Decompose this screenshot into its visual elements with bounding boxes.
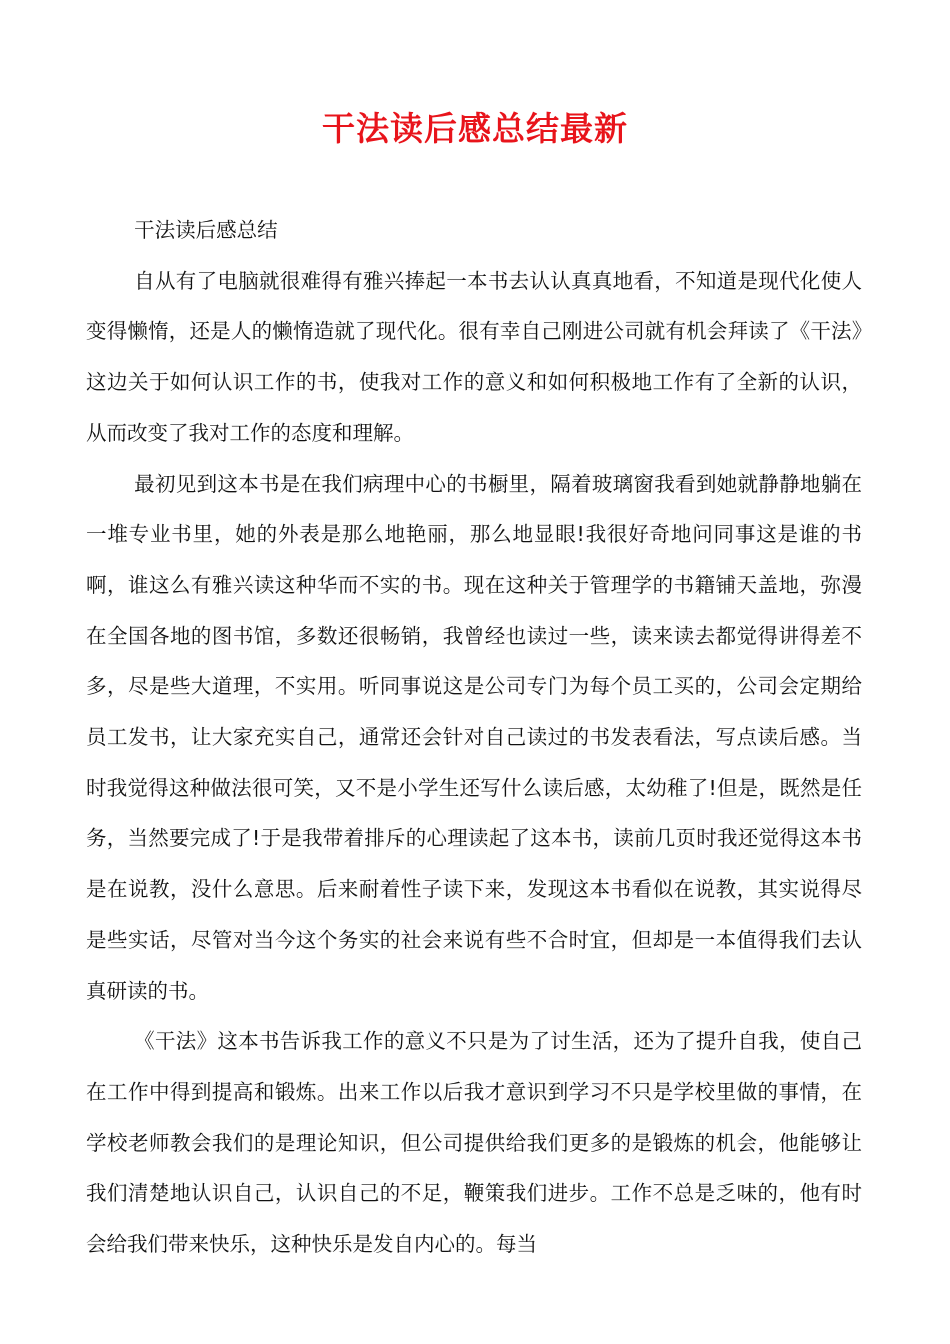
- document-title: 干法读后感总结最新: [322, 109, 628, 148]
- paragraph-2: 最初见到这本书是在我们病理中心的书橱里，隔着玻璃窗我看到她就静静地躺在一堆专业书里，她的外表是那么地艳丽，那么地显眼!我很好奇地问同事这是谁的书啊，谁这么有雅兴读这种华而不实的书。现在这种关于管理学的书籍铺天盖地，弥漫在全国各地的图书馆，多数还很畅销，我曾经也读过一些，读来读去都觉得讲得差不多，尽是些大道理，不实用。听同事说这是公司专门为每个员工买的，公司会定期给员工发书，让大家充实自己，通常还会针对自己读过的书发表看法，写点读后感。当时我觉得这种做法很可笑，又不是小学生还写什么读后感，太幼稚了!但是，既然是任务，当然要完成了!于是我带着排斥的心理读起了这本书，读前几页时我还觉得这本书是在说教，没什么意思。后来耐着性子读下来，发现这本书看似在说教，其实说得尽是些实话，尽管对当今这个务实的社会来说有些不合时宜，但却是一本值得我们去认真研读的书。: [86, 471, 862, 1003]
- subtitle-paragraph: 干法读后感总结: [134, 218, 278, 242]
- paragraph-1: 自从有了电脑就很难得有雅兴捧起一本书去认认真真地看，不知道是现代化使人变得懒惰，还是人的懒惰造就了现代化。很有幸自己刚进公司就有机会拜读了《干法》这边关于如何认识工作的书，使我对工作的意义和如何积极地工作有了全新的认识，从而改变了我对工作的态度和理解。: [86, 268, 862, 445]
- paragraph-3: 《干法》这本书告诉我工作的意义不只是为了讨生活，还为了提升自我，使自己在工作中得到提高和锻炼。出来工作以后我才意识到学习不只是学校里做的事情，在学校老师教会我们的是理论知识，但公司提供给我们更多的是锻炼的机会，他能够让我们清楚地认识自己，认识自己的不足，鞭策我们进步。工作不总是乏味的，他有时会给我们带来快乐，这种快乐是发自内心的。每当: [86, 1029, 862, 1257]
- document-body: [86, 205, 862, 1270]
